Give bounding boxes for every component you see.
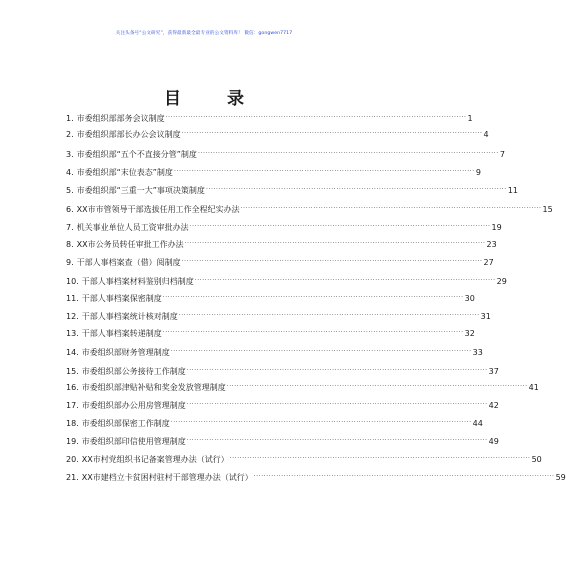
toc-entry-number: 4. xyxy=(66,167,74,177)
toc-entry[interactable] xyxy=(66,471,566,483)
toc-entry-number: 18. xyxy=(66,418,79,428)
toc-entry-page: 30 xyxy=(464,293,475,303)
toc-entry-page: 44 xyxy=(472,418,483,428)
toc-entry-title: 干部人事档案保密制度 xyxy=(81,293,162,303)
toc-leader-dots: ························································································································ xyxy=(162,294,464,301)
toc-entry-page: 11 xyxy=(507,185,518,195)
toc-entry-title: 干部人事档案材料鉴别归档制度 xyxy=(81,276,194,286)
toc-entry-page: 37 xyxy=(488,366,499,376)
toc-entry[interactable] xyxy=(66,128,489,140)
toc-entry-title: XX市市管领导干部选拔任用工作全程纪实办法 xyxy=(76,204,240,214)
toc-entry-title: 市委组织部“三重一大”事项决策制度 xyxy=(76,185,205,195)
toc-entry-title: 市委组织部公务接待工作制度 xyxy=(81,366,186,376)
toc-entry[interactable] xyxy=(66,112,473,124)
toc-leader-dots: ························································································································ xyxy=(162,329,464,336)
toc-entry[interactable] xyxy=(66,148,505,160)
toc-entry-number: 3. xyxy=(66,149,74,159)
toc-entry[interactable] xyxy=(66,256,494,268)
toc-entry[interactable] xyxy=(66,310,491,322)
toc-entry-page: 4 xyxy=(483,129,489,139)
toc-entry[interactable] xyxy=(66,346,483,358)
header-notice: 关注头条号“公文研究”，获得最新最全最专业的公文资料库！ 微信：gongwen7717 xyxy=(115,31,293,36)
page-title: 目 录 xyxy=(164,89,264,109)
toc-entry-title: XX市村党组织书记备案管理办法（试行） xyxy=(81,454,229,464)
toc-entry-page: 49 xyxy=(488,436,499,446)
toc-leader-dots: ························································································································ xyxy=(253,473,555,480)
toc-entry-page: 42 xyxy=(488,400,499,410)
toc-leader-dots: ························································································································ xyxy=(205,186,507,193)
toc-entry[interactable] xyxy=(66,453,542,465)
toc-entry-page: 7 xyxy=(499,149,505,159)
toc-entry-title: 机关事业单位人员工资审批办法 xyxy=(76,222,189,232)
toc-leader-dots: ························································································································ xyxy=(240,205,542,212)
toc-leader-dots: ························································································································ xyxy=(170,348,472,355)
toc-entry-page: 59 xyxy=(555,472,566,482)
toc-leader-dots: ························································································································ xyxy=(173,168,475,175)
toc-entry[interactable] xyxy=(66,184,518,196)
toc-entry-number: 10. xyxy=(66,276,79,286)
toc-entry-number: 16. xyxy=(66,382,79,392)
toc-entry-page: 41 xyxy=(528,382,539,392)
toc-leader-dots: ························································································································ xyxy=(189,223,491,230)
toc-entry[interactable] xyxy=(66,417,483,429)
toc-entry[interactable] xyxy=(66,166,481,178)
toc-leader-dots: ························································································································ xyxy=(197,150,499,157)
toc-entry-page: 9 xyxy=(475,167,481,177)
toc-entry-title: 市委组织部保密工作制度 xyxy=(81,418,170,428)
toc-entry[interactable] xyxy=(66,275,507,287)
toc-leader-dots: ························································································································ xyxy=(181,130,483,137)
toc-entry-title: 市委组织部“五个不直接分管”制度 xyxy=(76,149,197,159)
toc-leader-dots: ························································································································ xyxy=(229,455,531,462)
toc-entry-page: 33 xyxy=(472,347,483,357)
toc-entry-title: 干部人事档案转递制度 xyxy=(81,328,162,338)
toc-entry-number: 21. xyxy=(66,472,79,482)
toc-entry-number: 5. xyxy=(66,185,74,195)
toc-entry[interactable] xyxy=(66,221,502,233)
toc-entry-number: 2. xyxy=(66,129,74,139)
toc-entry-page: 50 xyxy=(531,454,542,464)
toc-entry[interactable] xyxy=(66,381,539,393)
toc-entry-title: 市委组织部财务管理制度 xyxy=(81,347,170,357)
toc-entry-title: 市委组织部办公用房管理制度 xyxy=(81,400,186,410)
toc-entry-page: 15 xyxy=(542,204,553,214)
toc-leader-dots: ························································································································ xyxy=(186,367,488,374)
toc-entry-title: 市委组织部部务会议制度 xyxy=(76,113,165,123)
toc-entry-title: 市委组织部津贴补贴和奖金发放管理制度 xyxy=(81,382,226,392)
toc-leader-dots: ························································································································ xyxy=(170,419,472,426)
toc-entry[interactable] xyxy=(66,399,499,411)
toc-leader-dots: ························································································································ xyxy=(178,312,480,319)
toc-leader-dots: ························································································································ xyxy=(184,240,486,247)
toc-entry[interactable] xyxy=(66,435,499,447)
toc-entry-number: 8. xyxy=(66,239,74,249)
toc-entry-number: 19. xyxy=(66,436,79,446)
toc-entry-number: 15. xyxy=(66,366,79,376)
toc-entry-page: 19 xyxy=(491,222,502,232)
toc-entry-number: 13. xyxy=(66,328,79,338)
toc-leader-dots: ························································································································ xyxy=(181,258,483,265)
toc-leader-dots: ························································································································ xyxy=(165,114,467,121)
toc-entry-page: 32 xyxy=(464,328,475,338)
toc-entry-title: XX市公务员转任审批工作办法 xyxy=(76,239,184,249)
toc-leader-dots: ························································································································ xyxy=(194,277,496,284)
toc-entry-number: 20. xyxy=(66,454,79,464)
toc-entry-page: 1 xyxy=(467,113,473,123)
toc-entry-page: 31 xyxy=(480,311,491,321)
toc-entry[interactable] xyxy=(66,238,497,250)
toc-leader-dots: ························································································································ xyxy=(226,383,528,390)
toc-entry[interactable] xyxy=(66,292,475,304)
toc-entry-number: 9. xyxy=(66,257,74,267)
toc-entry-title: 干部人事档案查（借）阅制度 xyxy=(76,257,181,267)
toc-entry-number: 12. xyxy=(66,311,79,321)
toc-leader-dots: ························································································································ xyxy=(186,437,488,444)
toc-entry-number: 11. xyxy=(66,293,79,303)
toc-entry-page: 23 xyxy=(486,239,497,249)
toc-entry-title: 干部人事档案统计核对制度 xyxy=(81,311,178,321)
toc-entry-number: 6. xyxy=(66,204,74,214)
toc-entry-title: 市委组织部印信使用管理制度 xyxy=(81,436,186,446)
toc-entry-page: 29 xyxy=(496,276,507,286)
toc-entry[interactable] xyxy=(66,203,553,215)
toc-entry-page: 27 xyxy=(483,257,494,267)
toc-entry[interactable] xyxy=(66,327,475,339)
toc-entry-title: 市委组织部部长办公会议制度 xyxy=(76,129,181,139)
toc-entry-number: 1. xyxy=(66,113,74,123)
toc-entry-title: 市委组织部“末位表态”制度 xyxy=(76,167,173,177)
toc-entry-title: XX市建档立卡贫困村驻村干部管理办法（试行） xyxy=(81,472,253,482)
toc-entry-number: 14. xyxy=(66,347,79,357)
toc-entry-number: 7. xyxy=(66,222,74,232)
toc-entry[interactable] xyxy=(66,365,499,377)
toc-leader-dots: ························································································································ xyxy=(186,401,488,408)
toc-entry-number: 17. xyxy=(66,400,79,410)
